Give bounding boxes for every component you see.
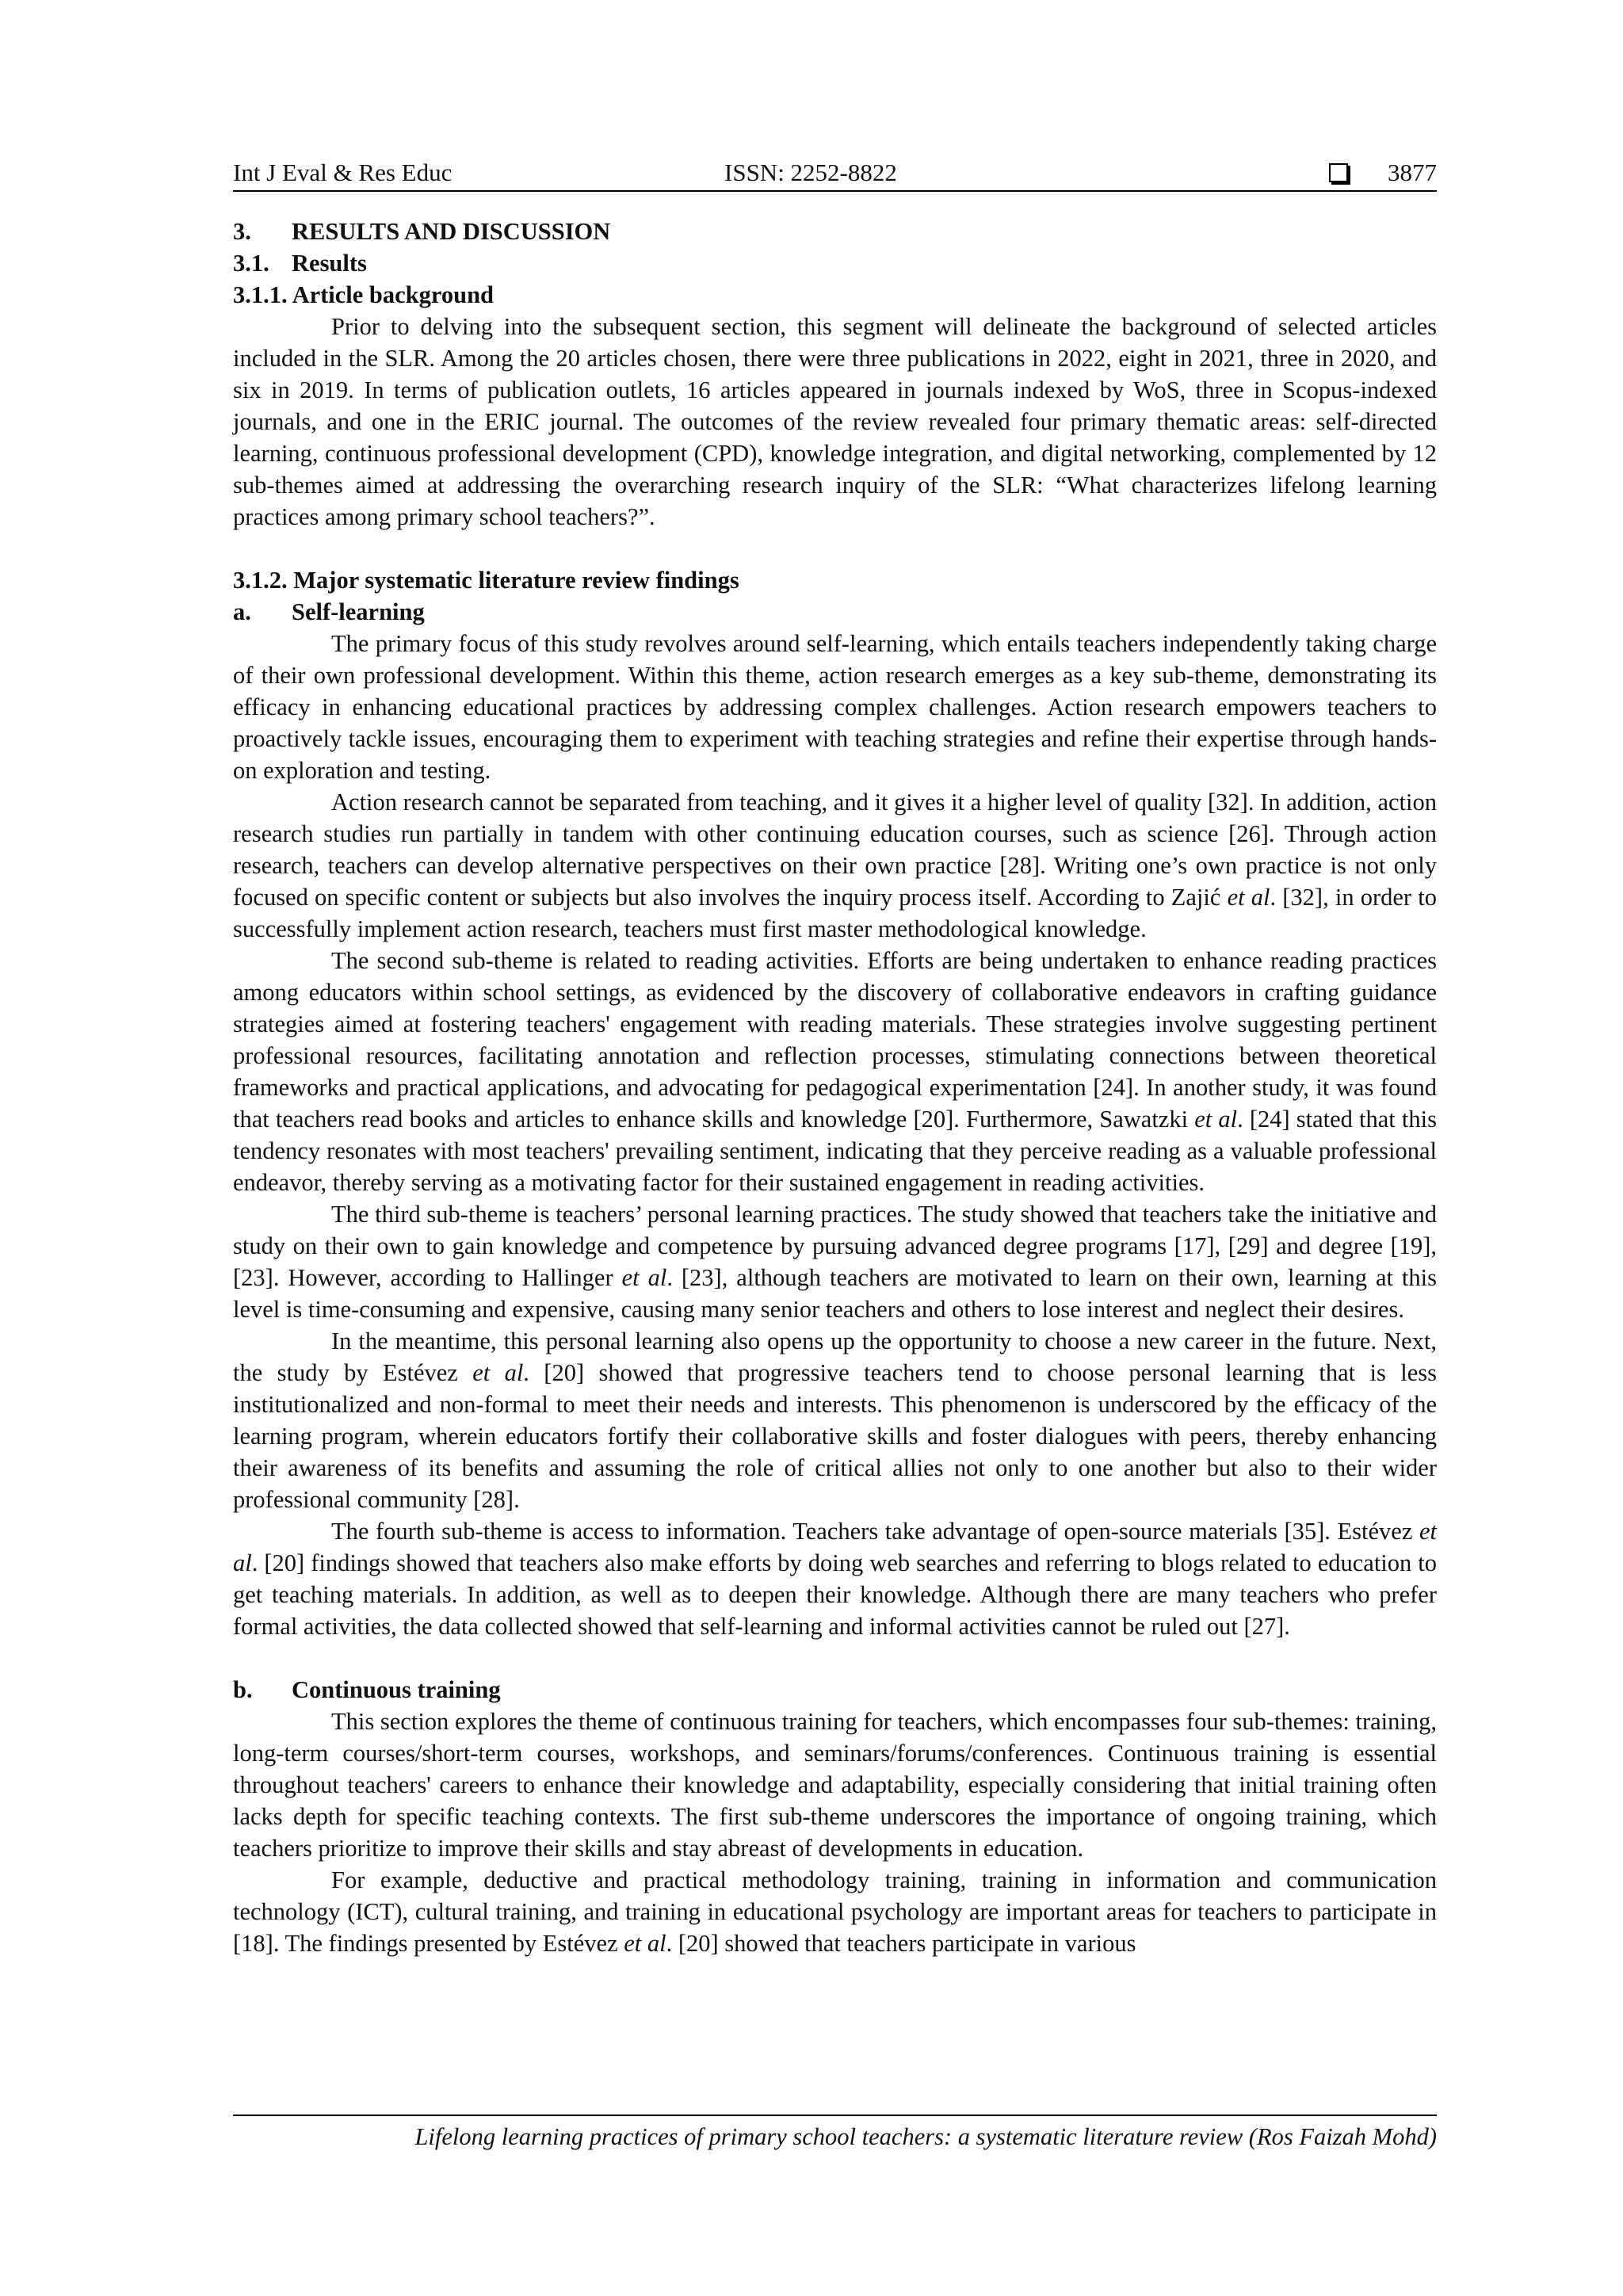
subsection-heading-a: a. Self-learning	[233, 598, 425, 625]
paragraph-article-background: Prior to delving into the subsequent section, this segment will delineate the background of selected articles included in the SLR. Among the 20 articles chosen, there were three publications in 2022, eight in 2021, three in 2020, and six in 2019. In terms of publication outlets, 16 articles appeared in journals indexed by WoS, three in Scopus-indexed journals, and one in the ERIC journal. The outcomes of the review revealed four primary thematic areas: self-directed learning, continuous professional development (CPD), knowledge integration, and digital networking, complemented by 12 sub-themes aimed at addressing the overarching research inquiry of the SLR: “What characterizes lifelong learning practices among primary school teachers?”.	[233, 313, 1437, 530]
journal-name: Int J Eval & Res Educ	[233, 159, 453, 186]
paragraph-continuous-training-1: This section explores the theme of continuous training for teachers, which encompasses four sub-themes: training, long-term courses/short-term courses, workshops, and seminars/forums/conferences. Continuous training is essential throughout teachers' careers to enhance their knowledge and adaptability, especially considering that initial training often lacks depth for specific teaching contexts. The first sub-theme underscores the importance of ongoing training, which teachers prioritize to improve their skills and stay abreast of developments in education.	[233, 1708, 1437, 1862]
paragraph-self-learning-5: In the meantime, this personal learning also opens up the opportunity to choose a new career in the future. Next, the study by Estévez et al. [20] showed that progressive teachers tend to choose personal learning that is less institutionalized and non-formal to meet their needs and interests. This phenomenon is underscored by the efficacy of the learning program, wherein educators fortify their collaborative skills and foster dialogues with peers, thereby enhancing their awareness of its benefits and assuming the role of critical allies not only to one another but also to their wider professional community [28].	[233, 1328, 1437, 1513]
paragraph-self-learning-4: The third sub-theme is teachers’ personal learning practices. The study showed that teachers take the initiative and study on their own to gain knowledge and competence by pursuing advanced degree programs [17], [29] and degree [19], [23]. However, according to Hallinger et al. [23], although teachers are motivated to learn on their own, learning at this level is time-consuming and expensive, causing many senior teachers and others to lose interest and neglect their desires.	[233, 1201, 1437, 1323]
paragraph-self-learning-3: The second sub-theme is related to reading activities. Efforts are being undertaken to enhance reading practices among educators within school settings, as evidenced by the discovery of collaborative endeavors in crafting guidance strategies aimed at fostering teachers' engagement with reading materials. These strategies involve suggesting pertinent professional resources, facilitating annotation and reflection processes, stimulating connections between theoretical frameworks and practical applications, and advocating for pedagogical experimentation [24]. In another study, it was found that teachers read books and articles to enhance skills and knowledge [20]. Furthermore, Sawatzki et al. [24] stated that this tendency resonates with most teachers' prevailing sentiment, indicating that they perceive reading as a valuable professional endeavor, thereby serving as a motivating factor for their sustained engagement in reading activities.	[233, 947, 1437, 1196]
page-number-group	[1329, 155, 1437, 190]
page-number: 3877	[1388, 159, 1437, 186]
main-content	[233, 216, 1437, 1959]
running-header	[233, 155, 1437, 192]
paragraph-continuous-training-2: For example, deductive and practical methodology training, training in information and communication technology (ICT), cultural training, and training in educational psychology are important areas for teachers to participate in [18]. The findings presented by Estévez et al. [20] showed that teachers participate in various	[233, 1866, 1437, 1957]
issn: ISSN: 2252-8822	[724, 159, 897, 186]
section-heading-3-1-1: 3.1.1. Article background	[233, 281, 495, 308]
section-heading-3: 3. RESULTS AND DISCUSSION	[233, 218, 611, 245]
spacer	[233, 533, 1437, 564]
paragraph-self-learning-2: Action research cannot be separated from teaching, and it gives it a higher level of quality [32]. In addition, action research studies run partially in tandem with other continuing education courses, such as science [26]. Through action research, teachers can develop alternative perspectives on their own practice [28]. Writing one’s own practice is not only focused on specific content or subjects but also involves the inquiry process itself. According to Zajić et al. [32], in order to successfully implement action research, teachers must first master methodological knowledge.	[233, 789, 1437, 942]
subsection-heading-b: b. Continuous training	[233, 1676, 501, 1703]
paragraph-self-learning-6: The fourth sub-theme is access to information. Teachers take advantage of open-source materials [35]. Estévez et al. [20] findings showed that teachers also make efforts by doing web searches and referring to blogs related to education to get teaching materials. In addition, as well as to deepen their knowledge. Although there are many teachers who prefer formal activities, the data collected showed that self-learning and informal activities cannot be ruled out [27].	[233, 1518, 1437, 1640]
square-bullet-icon	[1329, 163, 1348, 182]
running-footer: Lifelong learning practices of primary school teachers: a systematic literature review (Ros Faizah Mohd)	[233, 2115, 1437, 2154]
section-heading-3-1: 3.1. Results	[233, 250, 367, 277]
section-heading-3-1-2: 3.1.2. Major systematic literature review findings	[233, 567, 739, 594]
spacer	[233, 1642, 1437, 1674]
paragraph-self-learning-1: The primary focus of this study revolves around self-learning, which entails teachers independently taking charge of their own professional development. Within this theme, action research emerges as a key sub-theme, demonstrating its efficacy in enhancing educational practices by addressing complex challenges. Action research empowers teachers to proactively tackle issues, encouraging them to experiment with teaching strategies and refine their expertise through hands-on exploration and testing.	[233, 630, 1437, 784]
